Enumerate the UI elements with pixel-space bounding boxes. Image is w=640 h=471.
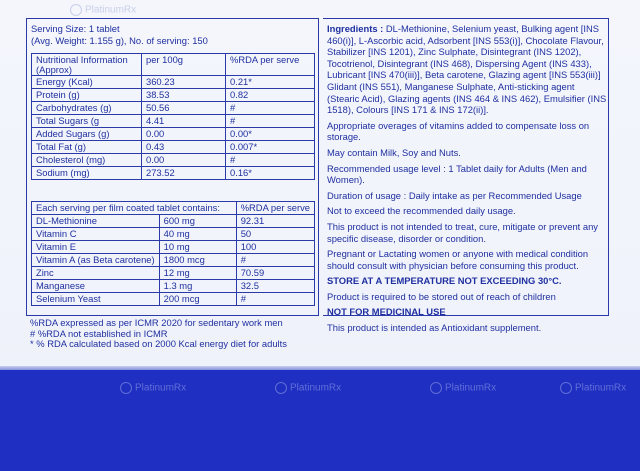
ingredients-title: Ingredients : — [327, 23, 384, 34]
table-cell: 0.00* — [226, 128, 315, 141]
table-cell: 32.5 — [236, 280, 314, 293]
contents-table — [31, 201, 315, 306]
table-row — [32, 167, 315, 180]
table-cell: Protein (g) — [32, 89, 142, 102]
table-cell: 0.00 — [142, 128, 226, 141]
ingredients-list — [327, 23, 607, 116]
table-row — [32, 141, 315, 154]
pregnancy-note: Pregnant or Lactating women or anyone with medical condition should consult with physician before consuming this product. — [327, 248, 589, 271]
table-row — [32, 241, 315, 254]
table-cell: 40 mg — [159, 228, 236, 241]
table-cell: 200 mcg — [159, 293, 236, 306]
table-cell: # — [226, 115, 315, 128]
table-cell: Selenium Yeast — [32, 293, 160, 306]
ingredients-panel — [323, 18, 609, 334]
table-cell: Energy (Kcal) — [32, 76, 142, 89]
nutrition-header-row — [32, 54, 315, 76]
table-cell: 273.52 — [142, 167, 226, 180]
watermark-icon — [560, 382, 572, 394]
antioxidant-note: This product is intended as Antioxidant supplement. — [327, 322, 542, 334]
table-cell: DL-Methionine — [32, 215, 160, 228]
serving-info — [31, 23, 208, 47]
contents-header: %RDA per serve — [236, 202, 314, 215]
table-cell: 360.23 — [142, 76, 226, 89]
not-medicinal-note: NOT FOR MEDICINAL USE — [327, 306, 446, 318]
footnote: %RDA expressed as per ICMR 2020 for sedentary work men — [30, 317, 283, 328]
table-cell: 0.007* — [226, 141, 315, 154]
table-cell: 1800 mcg — [159, 254, 236, 267]
table-cell: 100 — [236, 241, 314, 254]
table-row — [32, 128, 315, 141]
table-cell: 38.53 — [142, 89, 226, 102]
watermark: PlatinumRx — [560, 382, 626, 394]
contents-header: Each serving per film coated tablet contains: — [32, 202, 237, 215]
watermark-icon — [70, 4, 82, 16]
table-cell: 4.41 — [142, 115, 226, 128]
serving-size: Serving Size: 1 tablet — [31, 23, 120, 34]
table-row — [32, 76, 315, 89]
table-cell: 70.59 — [236, 267, 314, 280]
ingredients-text-block — [327, 23, 607, 338]
ingredients-text: DL-Methionine, Selenium yeast, Bulking agent [INS 460(i)], L-Ascorbic acid, Adsorbent [INS 553(i)], Chocolate Flavour, Stabilizer [INS 1201), Zinc Sulphate, Disintegrant (INS 1202), Tocotrienol, Disintegrant (INS 468), Dispersing Agent (INS 433), Lubricant [INS 470(iii)], Beta carotene, Glazing agent [INS 553(iii)] Glidant (INS 551), Manganese Sulphate, Anti-sticking agent (Stearic Acid), Glazing agents (INS 464 & INS 462), Emulsifier (INS 1518), Colours [INS 171 & INS 172(ii)]. — [327, 23, 607, 116]
watermark-icon — [120, 382, 132, 394]
table-cell: 1.3 mg — [159, 280, 236, 293]
table-cell: 0.00 — [142, 154, 226, 167]
nutrition-header: per 100g — [142, 54, 226, 76]
watermark: PlatinumRx — [70, 4, 136, 16]
table-cell: 0.16* — [226, 167, 315, 180]
storage-note: STORE AT A TEMPERATURE NOT EXCEEDING 30°C. — [327, 275, 562, 287]
table-cell: Vitamin A (as Beta carotene) — [32, 254, 160, 267]
table-cell: Total Sugars (g — [32, 115, 142, 128]
table-row — [32, 215, 315, 228]
footnote: * % RDA calculated based on 2000 Kcal energy diet for adults — [30, 338, 287, 349]
table-row — [32, 115, 315, 128]
table-cell: 0.21* — [226, 76, 315, 89]
table-cell: # — [226, 102, 315, 115]
table-cell: Added Sugars (g) — [32, 128, 142, 141]
watermark-icon — [430, 382, 442, 394]
table-cell: 0.82 — [226, 89, 315, 102]
watermark: PlatinumRx — [120, 382, 186, 394]
nutrition-panel — [26, 18, 319, 316]
nutrition-header: Nutritional Information (Approx) — [32, 54, 142, 76]
table-cell: Vitamin E — [32, 241, 160, 254]
table-cell: Manganese — [32, 280, 160, 293]
table-cell: 10 mg — [159, 241, 236, 254]
table-cell: 92.31 — [236, 215, 314, 228]
nutrition-table — [31, 53, 315, 180]
table-cell: 600 mg — [159, 215, 236, 228]
table-cell: # — [226, 154, 315, 167]
contents-header-row — [32, 202, 315, 215]
watermark: PlatinumRx — [430, 382, 496, 394]
watermark-icon — [275, 382, 287, 394]
table-cell: Sodium (mg) — [32, 167, 142, 180]
table-row — [32, 254, 315, 267]
table-cell: 50.56 — [142, 102, 226, 115]
table-cell: # — [236, 254, 314, 267]
allergen-note: May contain Milk, Soy and Nuts. — [327, 146, 461, 158]
table-row — [32, 89, 315, 102]
purpose-note: This product is not intended to treat, cure, mitigate or prevent any specific disease, disorder or condition. — [327, 220, 598, 244]
table-row — [32, 293, 315, 306]
table-row — [32, 267, 315, 280]
footnote: # %RDA not established in ICMR — [30, 327, 168, 339]
duration-note: Duration of usage : Daily intake as per Recommended Usage — [327, 189, 582, 201]
serving-weight: (Avg. Weight: 1.155 g), No. of serving: 150 — [31, 35, 208, 46]
table-cell: 0.43 — [142, 141, 226, 154]
usage-note: Recommended usage level : 1 Tablet daily for Adults (Men and Women). — [327, 162, 587, 186]
nutrition-header: %RDA per serve — [226, 54, 315, 76]
table-cell: # — [236, 293, 314, 306]
table-cell: 50 — [236, 228, 314, 241]
overages-note: Appropriate overages of vitamins added to compensate loss on storage. — [327, 119, 590, 143]
watermark: PlatinumRx — [275, 382, 341, 394]
table-cell: Carbohydrates (g) — [32, 102, 142, 115]
footnotes — [30, 318, 287, 350]
table-row — [32, 102, 315, 115]
table-row — [32, 280, 315, 293]
table-cell: Zinc — [32, 267, 160, 280]
exceed-note: Not to exceed the recommended daily usage. — [327, 205, 516, 217]
children-note: Product is required to be stored out of reach of children — [327, 290, 556, 302]
table-cell: Vitamin C — [32, 228, 160, 241]
table-cell: 12 mg — [159, 267, 236, 280]
table-cell: Cholesterol (mg) — [32, 154, 142, 167]
table-row — [32, 154, 315, 167]
table-row — [32, 228, 315, 241]
table-cell: Total Fat (g) — [32, 141, 142, 154]
